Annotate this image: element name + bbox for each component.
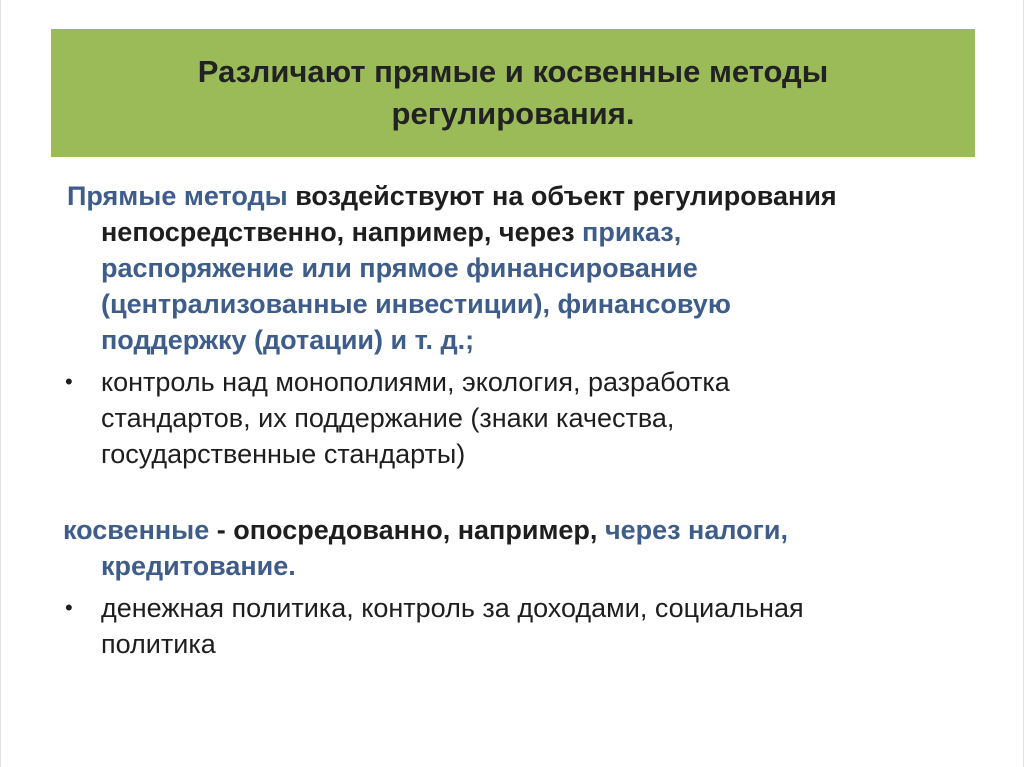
direct-line-4: (централизованные инвестиции), финансовую — [101, 289, 731, 319]
indirect-methods-bullet — [63, 590, 963, 662]
indirect-bullet-line-2: политика — [101, 629, 216, 659]
slide-body — [63, 178, 963, 662]
indirect-methods-term: косвенные — [63, 515, 210, 545]
title-line-1: Различают прямые и косвенные методы — [197, 54, 829, 89]
direct-bullet-line-2: стандартов, их поддержание (знаки качества, — [101, 403, 675, 433]
bullet-marker: • — [65, 369, 73, 394]
indirect-line-2: кредитование. — [101, 551, 296, 581]
title-banner — [51, 29, 975, 157]
indirect-methods-paragraph — [63, 512, 963, 584]
direct-line-3: распоряжение или прямое финансирование — [101, 253, 698, 283]
direct-methods-term: Прямые методы — [67, 181, 288, 211]
indirect-line-1: - опосредованно, например, — [209, 515, 605, 545]
direct-bullet-line-1: контроль над монополиями, экология, разработка — [101, 367, 730, 397]
direct-methods-paragraph — [63, 178, 963, 358]
direct-methods-bullet — [63, 364, 963, 472]
indirect-bullet-line-1: денежная политика, контроль за доходами, социальная — [101, 593, 804, 623]
direct-line-2: непосредственно, например, через — [101, 217, 583, 247]
slide-title — [133, 51, 893, 135]
direct-bullet-line-3: государственные стандарты) — [101, 439, 466, 469]
direct-line-2-accent: приказ, — [582, 217, 682, 247]
bullet-marker: • — [65, 595, 73, 620]
indirect-line-1-accent: через налоги, — [604, 515, 789, 545]
direct-line-1: воздействуют на объект регулирования — [287, 181, 837, 211]
direct-line-5: поддержку (дотации) и т. д.; — [101, 325, 475, 355]
title-line-2: регулирования. — [391, 96, 635, 131]
